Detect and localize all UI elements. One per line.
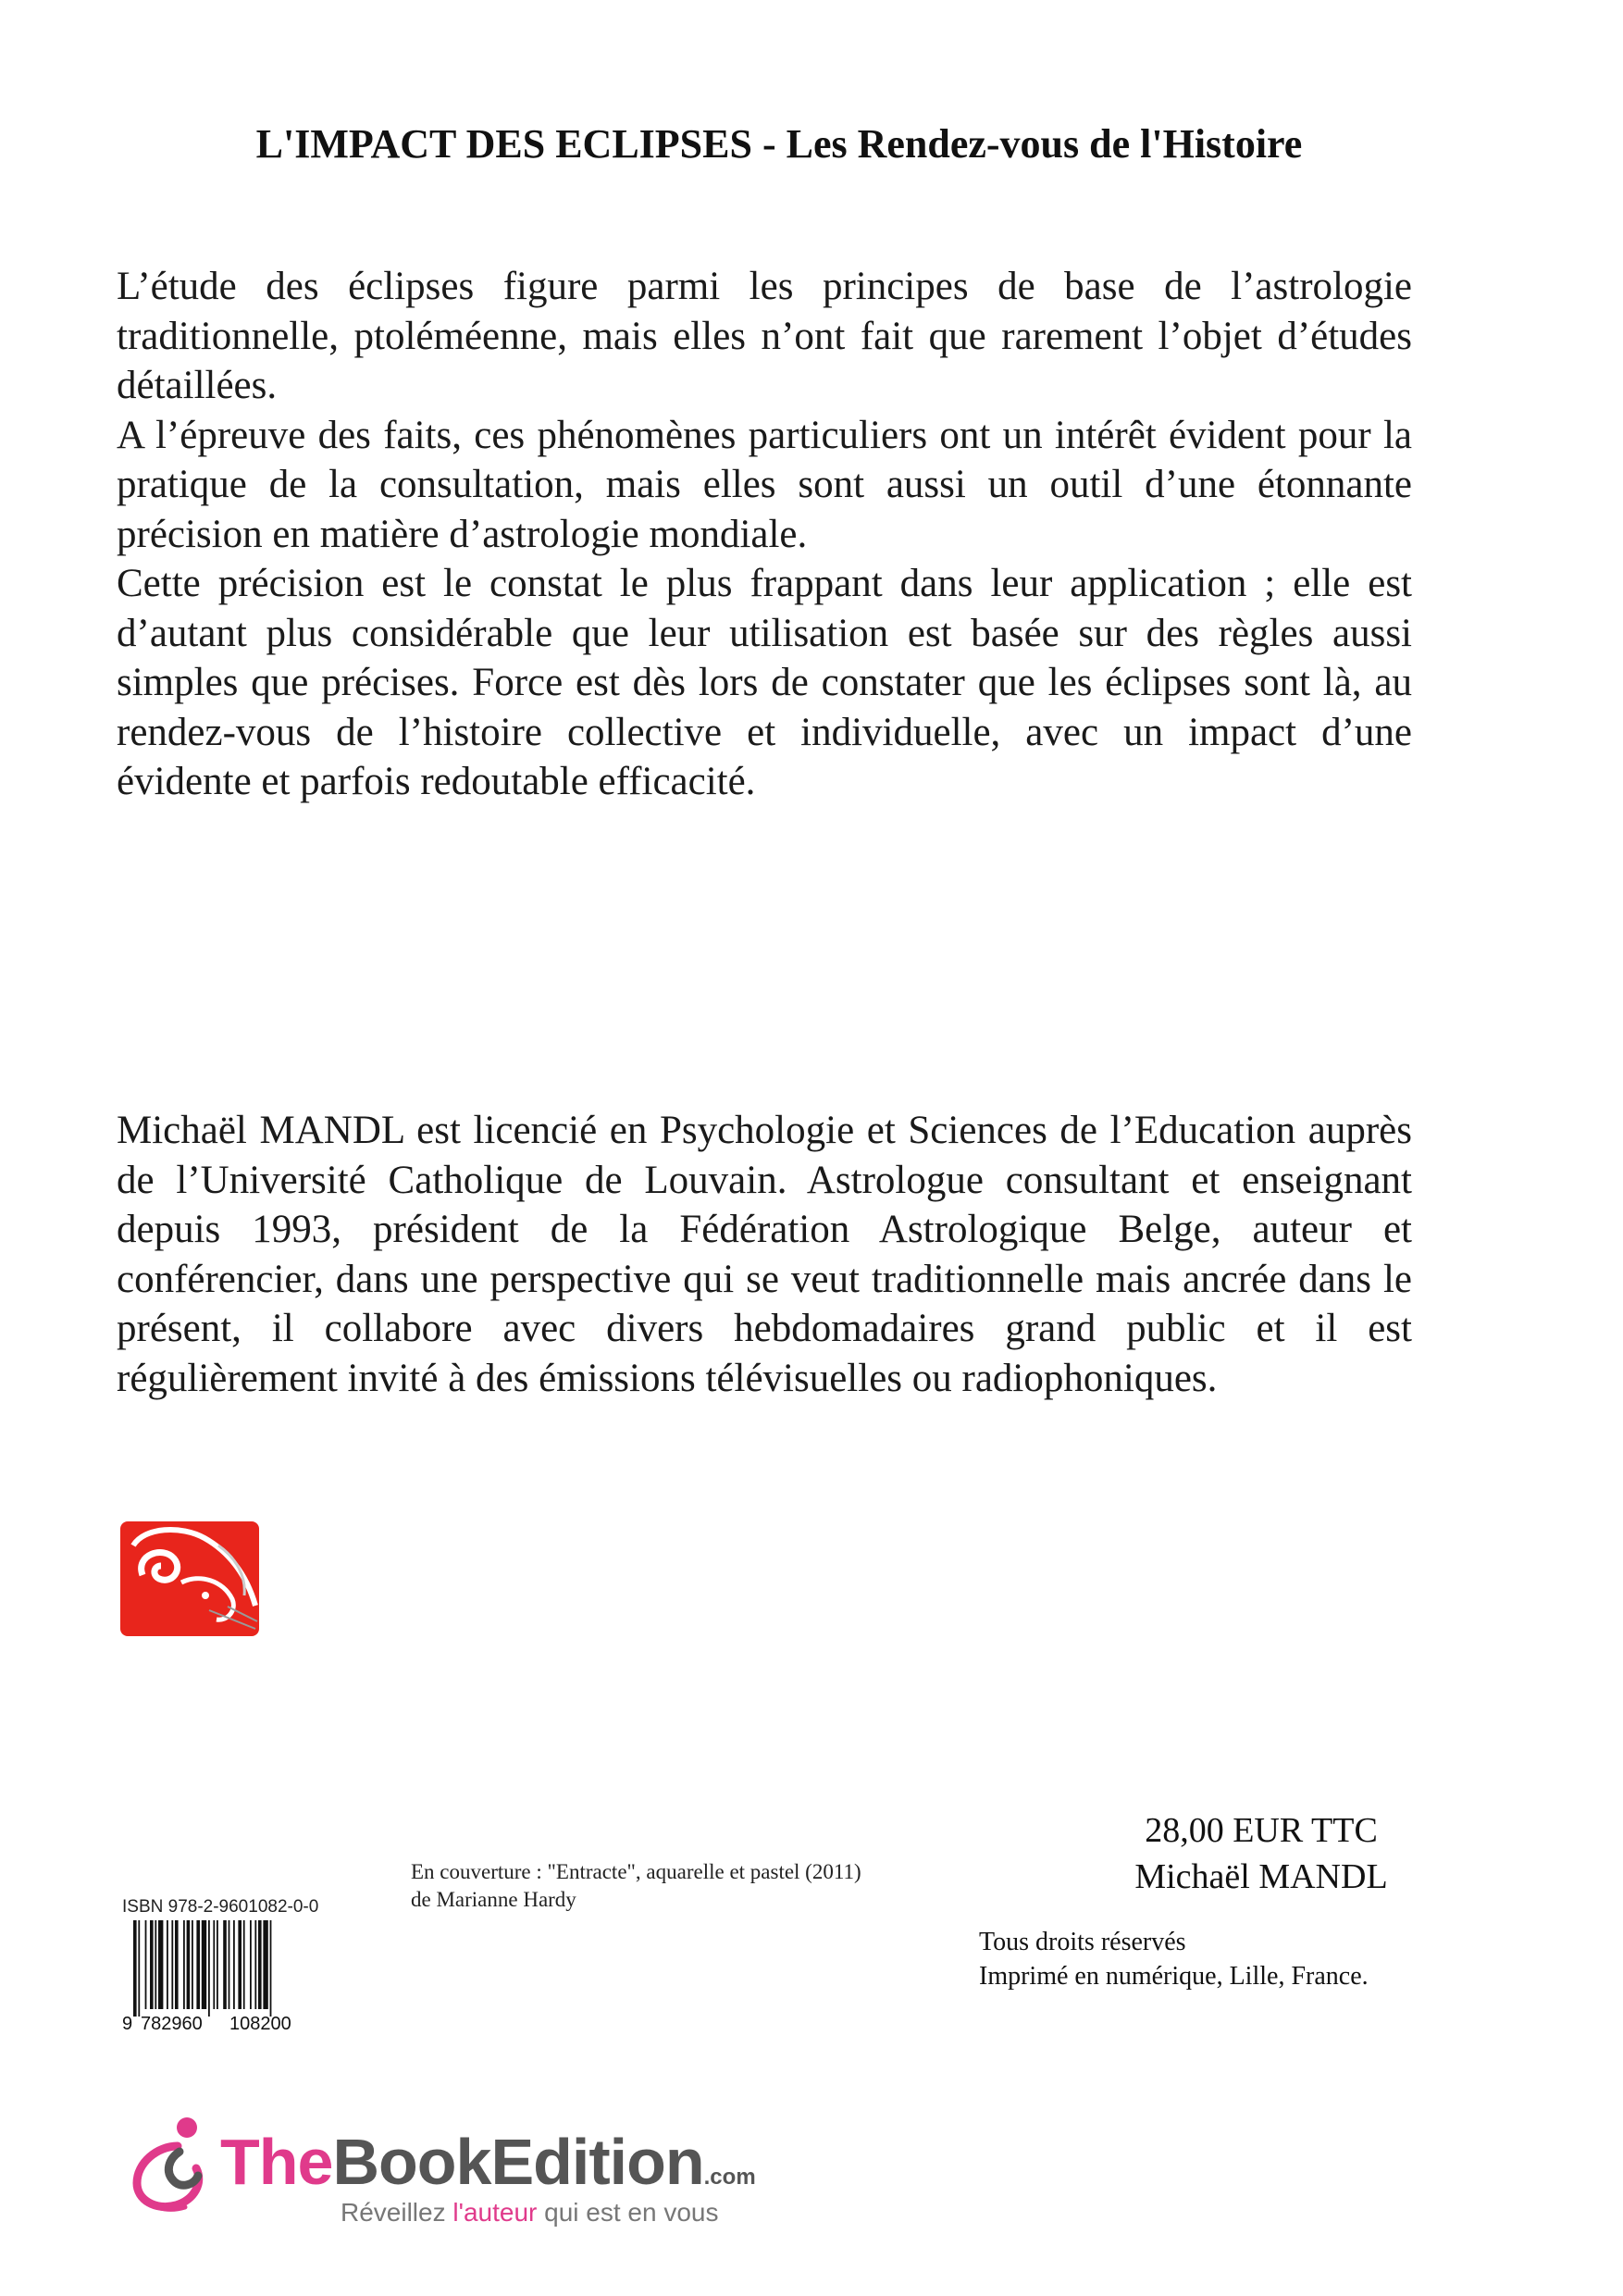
publisher-name-edition: Edition (490, 2126, 704, 2198)
summary-paragraph-2: A l’épreuve des faits, ces phénomènes particuliers ont un intérêt évident pour la pratique de la consultation, mais elles sont aussi un outil d’une étonnante précision en matière d’astrologie mondiale. (117, 413, 1412, 556)
tagline-post: qui est en vous (537, 2198, 719, 2227)
barcode-bar (250, 1920, 252, 2009)
rights-line-1: Tous droits réservés (979, 1928, 1186, 1956)
barcode-bar (133, 1920, 137, 2017)
barcode-bar (196, 1920, 200, 2009)
barcode-bar (158, 1920, 163, 2009)
author-name: Michaël MANDL (1134, 1857, 1388, 1896)
barcode-bar (213, 1920, 215, 2009)
barcode-digits-right: 108200 (229, 2014, 291, 2031)
cover-credit-line-2: de Marianne Hardy (411, 1888, 576, 1911)
rights-line-2: Imprimé en numérique, Lille, France. (979, 1962, 1369, 1991)
author-bio-paragraph: Michaël MANDL est licencié en Psychologie et Sciences de l’Education auprès de l’Université Catholique de Louvain. Astrologue consultant et enseignant depuis 1993, président de la Fédération Astrologique Belge, auteur et conférencier, dans une perspective qui se veut traditionnelle mais ancrée dans le présent, il collabore avec divers hebdomadaires grand public et il est régulièrement invité à des émissions télévisuelles ou radiophoniques. (117, 1109, 1412, 1400)
barcode-bar (175, 1920, 179, 2009)
price-author-block (1081, 1807, 1442, 1900)
barcode-bar (150, 1920, 154, 2009)
barcode-bar (155, 1920, 156, 2009)
book-title-text: L'IMPACT DES ECLIPSES - Les Rendez-vous de l'Histoire (255, 121, 1303, 167)
barcode-bar (254, 1920, 256, 2009)
barcode-bar (243, 1920, 245, 2009)
barcode-digit-first: 9 (122, 2014, 133, 2031)
barcode-bar (270, 1920, 272, 2017)
tagline-pre: Réveillez (341, 2198, 453, 2227)
barcode-bar (223, 1920, 227, 2009)
person-swirl-icon (120, 2115, 222, 2216)
ram-head-icon (117, 1518, 265, 1642)
price: 28,00 EUR TTC (1145, 1811, 1378, 1850)
cover-credit (411, 1858, 861, 1914)
barcode-bar (229, 1920, 230, 2009)
tagline-highlight: l'auteur (452, 2198, 538, 2227)
barcode-digits-left: 782960 (141, 2014, 203, 2031)
isbn-barcode (120, 1920, 315, 2031)
barcode-bar (238, 1920, 242, 2009)
publisher-tagline (341, 2198, 718, 2228)
barcode-bar (208, 1920, 210, 2017)
barcode-bar (233, 1920, 235, 2009)
publisher-name-book: Book (332, 2126, 491, 2198)
barcode-bar (202, 1920, 206, 2009)
barcode-bar (192, 1920, 193, 2009)
barcode-bar (138, 1920, 140, 2017)
barcode-bar (217, 1920, 218, 2009)
barcode-bar (171, 1920, 173, 2009)
barcode-bar (263, 1920, 267, 2009)
barcode-bar (167, 1920, 168, 2009)
author-bio (117, 1106, 1412, 1403)
barcode-bar (183, 1920, 185, 2009)
isbn-label: ISBN 978-2-9601082-0-0 (122, 1897, 319, 1917)
book-title (0, 120, 1623, 168)
summary-paragraph-3: Cette précision est le constat le plus frappant dans leur application ; elle est d’autant plus considérable que leur utilisation est basée sur des règles aussi simples que précises. Force est dès lors de constater que les éclipses sont là, au rendez-vous de l’histoire collective et individuelle, avec un impact d’une évidente et parfois redoutable efficacité. (117, 562, 1412, 803)
barcode-bar (187, 1920, 191, 2009)
publisher-name-suffix: .com (703, 2165, 756, 2190)
rights-notice (979, 1925, 1369, 1993)
publisher-logo (120, 2115, 787, 2226)
summary-paragraph-1: L’étude des éclipses figure parmi les principes de base de l’astrologie traditionnelle, ptoléméenne, mais elles n’ont fait que rarement l’objet d’études détaillées. (117, 265, 1412, 407)
barcode-bar (145, 1920, 147, 2009)
summary-text (117, 262, 1412, 807)
barcode-bar (258, 1920, 262, 2009)
publisher-name-the: The (220, 2126, 333, 2198)
cover-credit-line-1: En couverture : "Entracte", aquarelle et pastel (2011) (411, 1860, 861, 1883)
